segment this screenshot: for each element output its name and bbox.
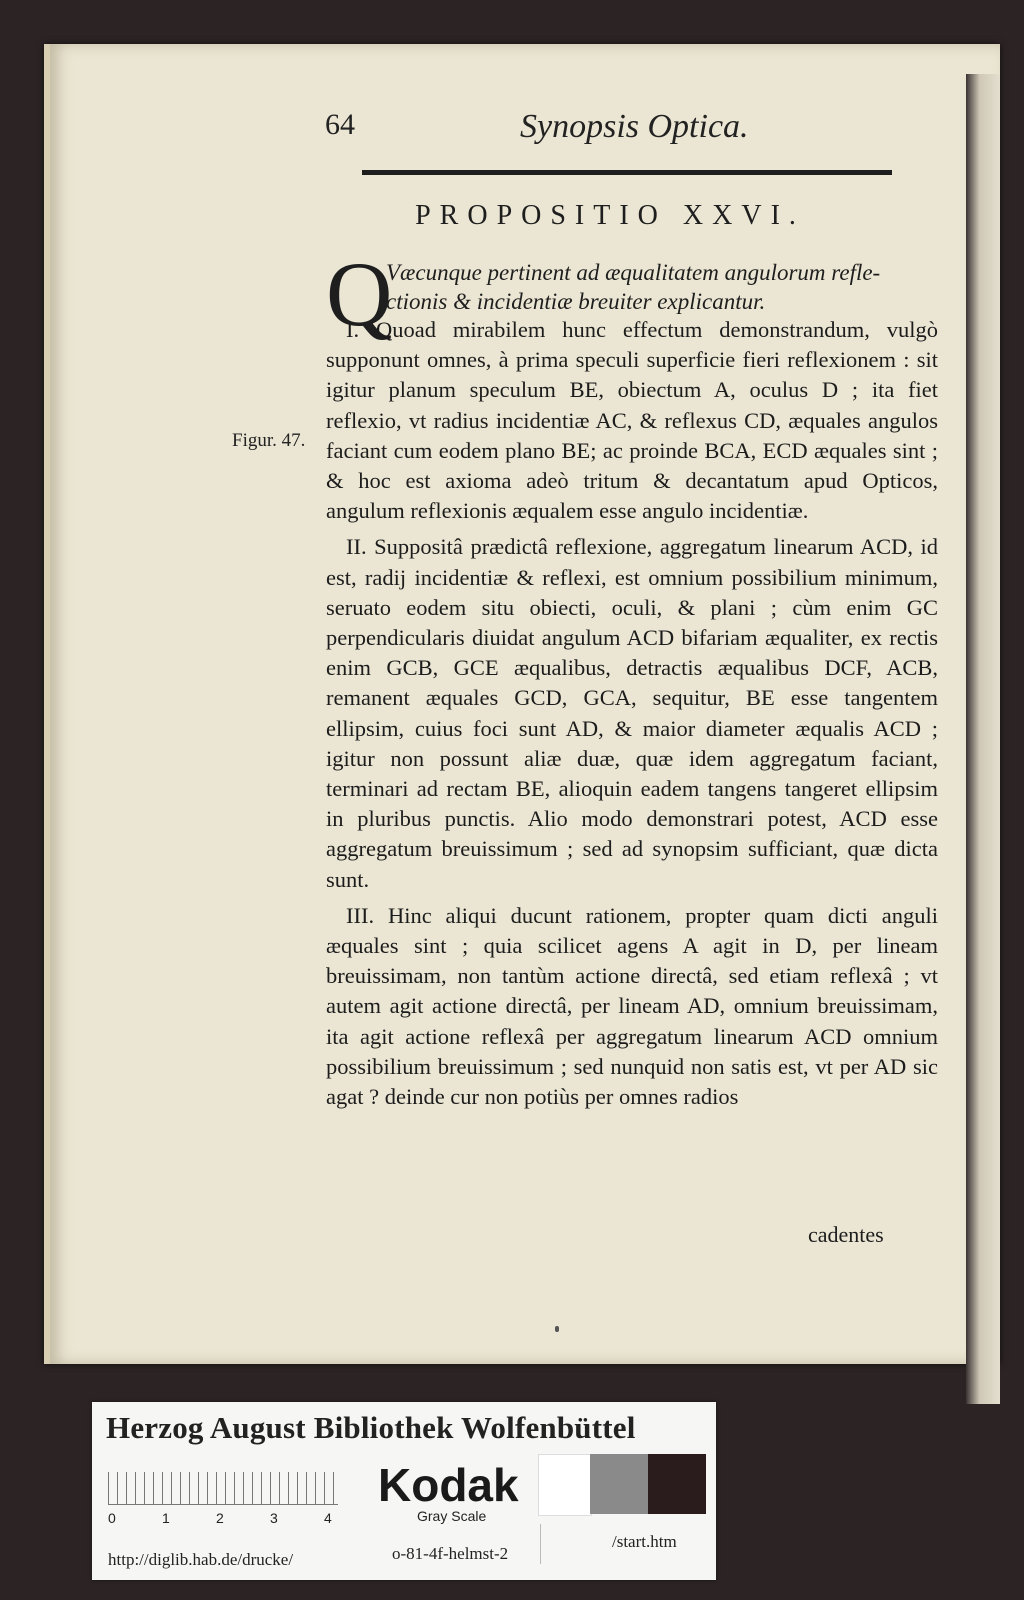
- gray-swatch-white: [538, 1454, 592, 1516]
- library-url[interactable]: http://diglib.hab.de/drucke/: [108, 1550, 294, 1569]
- scale-ruler: [108, 1472, 338, 1505]
- gray-swatch-dark: [648, 1454, 706, 1514]
- ruler-number: 2: [216, 1510, 224, 1526]
- body-text: [326, 315, 938, 1112]
- page-mark: [555, 1326, 559, 1332]
- label-divider: [540, 1524, 541, 1564]
- library-name: Herzog August Bibliothek Wolfenbüttel: [106, 1410, 636, 1445]
- proposition-title: PROPOSITIO XXVI.: [415, 200, 805, 231]
- ruler-number: 1: [162, 1510, 170, 1526]
- library-label: [92, 1402, 716, 1580]
- paragraph-2: II. Suppositâ prædictâ reflexione, aggregatum linearum ACD, id est, radij incidentiæ & reflexi, est omnium possibilium minimum, seruato eodem situ obiecti, oculi, & plani ; cùm enim GC perpendicularis diuidat angulum ACD bifariam æqualiter, ex rectis enim GCB, GCE æqualibus, detractis æqualibus DCF, ACB, remanent æquales GCD, GCA, sequitur, BE esse tangentem ellipsim, cuius foci sunt AD, & maior diameter æqualis ACD ; igitur non possunt aliæ duæ, quæ idem aggregatum faciant, terminari ad rectam BE, alioquin eadem tangens tangeret ellipsim in pluribus punctis. Alio modo demonstrari potest, ACD esse aggregatum breuissimum ; sed ad synopsim sufficiant, quæ dicta sunt.: [326, 534, 938, 892]
- ruler-number: 4: [324, 1510, 332, 1526]
- paragraph-1: I. Quoad mirabilem hunc effectum demonstrandum, vulgò supponunt omnes, à prima speculi superficie fieri reflexionem : sit igitur planum speculum BE, obiectum A, oculus D ; ita fiet reflexio, vt radius incidentiæ AC, & reflexus CD, æquales angulos faciant cum eodem plano BE; ac proinde BCA, ECD æquales sint ; & hoc est axioma adeò tritum & decantatum apud Opticos, angulum reflexionis æqualem esse angulo incidentiæ.: [326, 317, 938, 524]
- ruler-number: 0: [108, 1510, 116, 1526]
- page-number: 64: [325, 108, 355, 141]
- shelfmark: o-81-4f-helmst-2: [392, 1544, 509, 1563]
- gray-scale-label: Gray Scale: [417, 1508, 487, 1524]
- paragraph-3: III. Hinc aliqui ducunt rationem, propter quam dicti anguli æquales sint ; quia scilicet agens A agit in D, per lineam breuissimam, non tantùm actione directâ, sed etiam reflexâ ; vt autem agit actione directâ, per lineam AD, omnium breuissimam, ita agit actione reflexâ per aggregatum linearum ACD omnium possibilium breuissimum ; sed nunquid non satis est, vt per AD sic agat ? deinde cur non potiùs per omnes radios: [326, 902, 938, 1110]
- page-header: [325, 108, 895, 148]
- kodak-logo: Kodak: [378, 1459, 519, 1511]
- start-link[interactable]: /start.htm: [612, 1532, 677, 1551]
- gray-swatch-mid: [590, 1454, 648, 1514]
- page-edge-shadow: [966, 74, 1000, 1404]
- running-title: Synopsis Optica.: [520, 108, 749, 145]
- header-rule: [362, 170, 892, 175]
- figure-reference: Figur. 47.: [232, 430, 306, 451]
- proposition-summary: Væcunque pertinent ad æqualitatem angulorum refle-ctionis & incidentiæ breuiter explicantur.: [386, 260, 881, 314]
- catchword: cadentes: [808, 1222, 884, 1247]
- ruler-number: 3: [270, 1510, 278, 1526]
- drop-cap: Q: [326, 243, 393, 345]
